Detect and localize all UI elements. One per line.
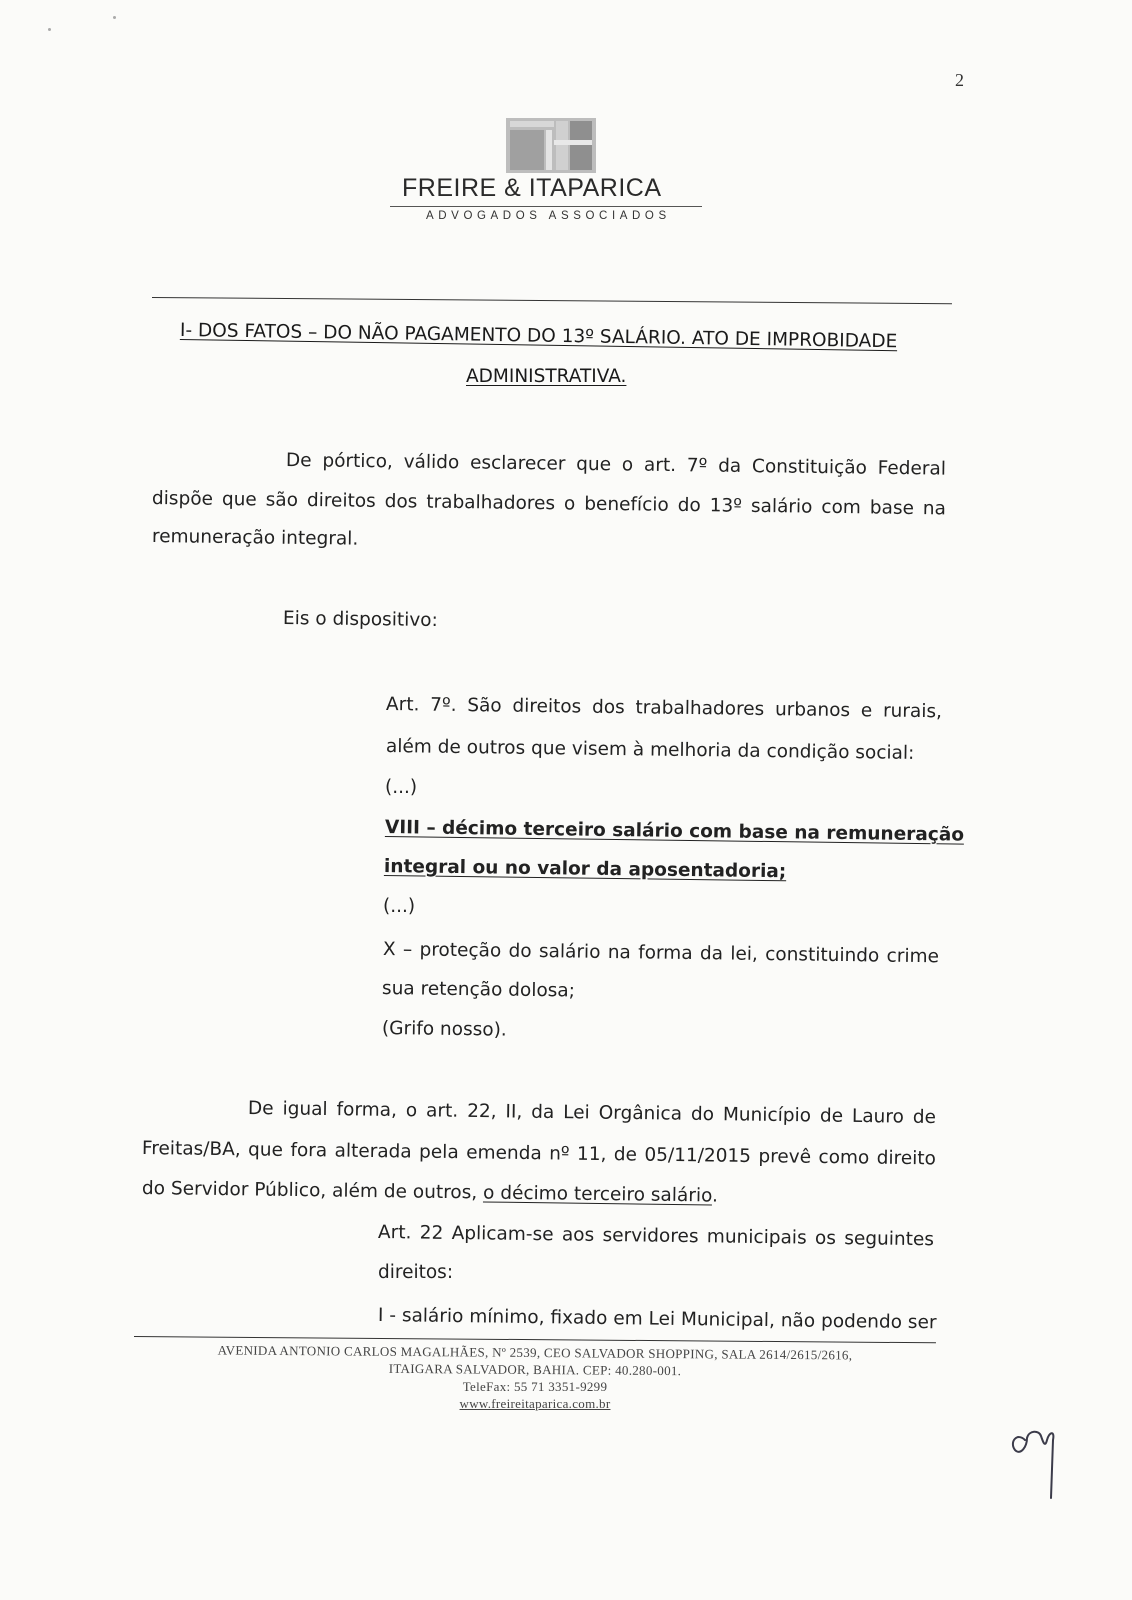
- quote-line: (Grifo nosso).: [381, 1018, 507, 1041]
- page-number: 2: [955, 70, 964, 90]
- paragraph-line: dispõe que são direitos dos trabalhadores o benefício do 13º salário com base na: [151, 488, 947, 520]
- quote-line: (...): [383, 896, 416, 917]
- quote-line: I - salário mínimo, fixado em Lei Municipal, não podendo ser: [377, 1305, 937, 1334]
- scan-speck: [113, 16, 116, 19]
- paragraph-line: Freitas/BA, que fora alterada pela emenda nº 11, de 05/11/2015 prevê como direito: [141, 1138, 937, 1170]
- quote-line: Art. 22 Aplicam-se aos servidores municipais os seguintes: [377, 1222, 935, 1251]
- signature-initial-icon: [1005, 1418, 1065, 1500]
- quote-intro: Eis o dispositivo:: [282, 608, 438, 632]
- quote-line: sua retenção dolosa;: [381, 978, 576, 1002]
- section-heading-continued: ADMINISTRATIVA.: [466, 366, 627, 387]
- firm-name: FREIRE & ITAPARICA: [402, 174, 662, 202]
- footer-phone: TeleFax: 55 71 3351-9299: [462, 1379, 608, 1394]
- emphasis-text: o décimo terceiro salário: [482, 1182, 713, 1207]
- paragraph-line: [142, 1178, 718, 1207]
- footer-address-city: ITAIGARA SALVADOR, BAHIA. CEP: 40.280-001.: [388, 1360, 682, 1379]
- section-heading: I- DOS FATOS – DO NÃO PAGAMENTO DO 13º SALÁRIO. ATO DE IMPROBIDADE: [179, 320, 898, 353]
- paragraph-line: De igual forma, o art. 22, II, da Lei Orgânica do Município de Lauro de: [247, 1098, 937, 1129]
- firm-subtitle: ADVOGADOS ASSOCIADOS: [426, 210, 671, 222]
- firm-logo-icon: [506, 118, 596, 173]
- paragraph-text: .: [711, 1185, 719, 1207]
- quote-line-emphasis: integral ou no valor da aposentadoria;: [383, 856, 787, 883]
- paragraph-line: De pórtico, válido esclarecer que o art. 7º da Constituição Federal: [285, 450, 947, 480]
- paragraph-line: remuneração integral.: [151, 526, 359, 550]
- quote-line: além de outros que visem à melhoria da condição social:: [385, 736, 915, 764]
- quote-line-emphasis: VIII – décimo terceiro salário com base na remuneração: [384, 817, 965, 846]
- footer-address: AVENIDA ANTONIO CARLOS MAGALHÃES, Nº 2539, CEO SALVADOR SHOPPING, SALA 2614/2615/2616,: [217, 1342, 853, 1363]
- quote-line: (...): [385, 777, 418, 798]
- scan-speck: [48, 28, 51, 31]
- header-divider: [152, 297, 952, 304]
- letterhead-rule: [390, 206, 702, 207]
- quote-line: Art. 7º. São direitos dos trabalhadores urbanos e rurais,: [385, 694, 943, 723]
- paragraph-text: do Servidor Público, além de outros,: [141, 1178, 484, 1204]
- footer-website: www.freireitaparica.com.br: [459, 1396, 611, 1411]
- quote-line: direitos:: [378, 1262, 454, 1283]
- quote-line: X – proteção do salário na forma da lei, constituindo crime: [382, 939, 940, 968]
